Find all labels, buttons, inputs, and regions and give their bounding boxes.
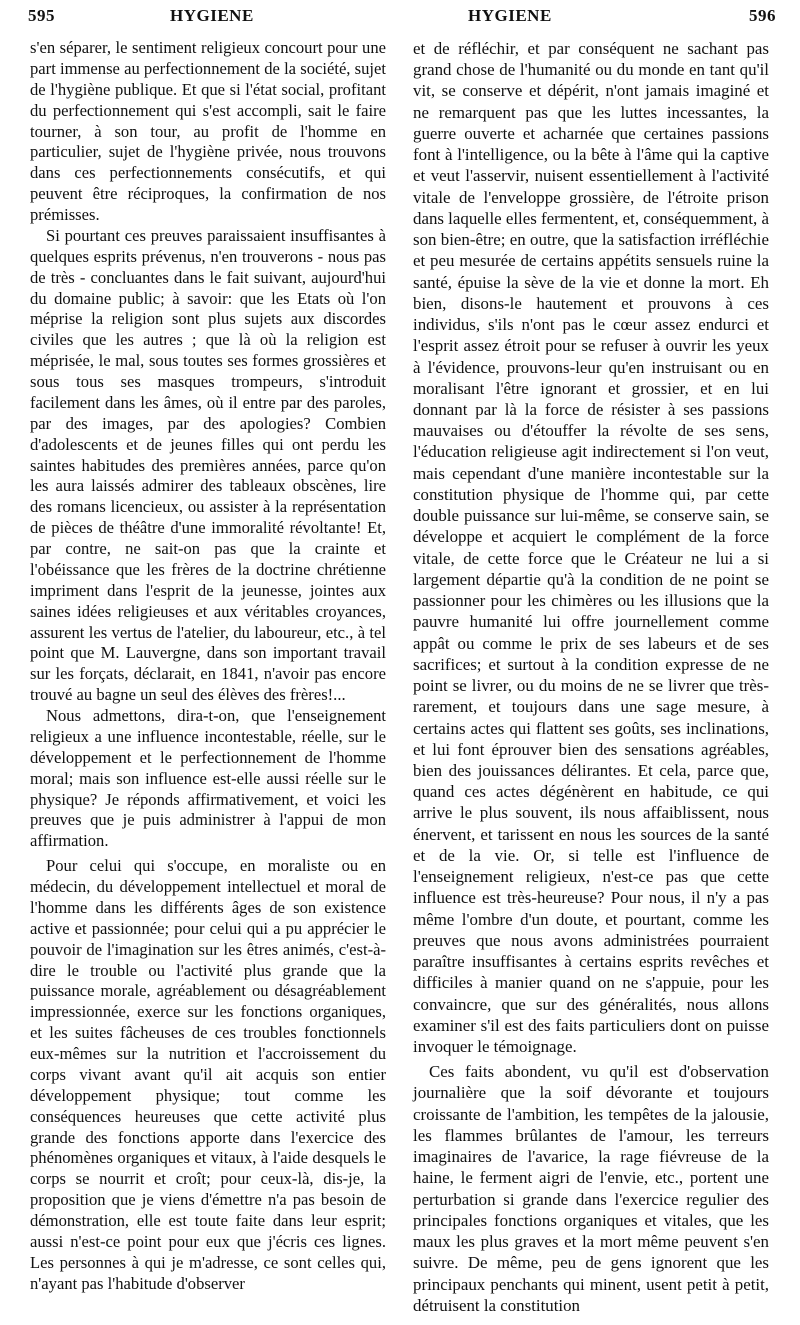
paragraph: Pour celui qui s'occupe, en moraliste ou en médecin, du développement intellectuel et moral de l'homme dans les différents âges de son existence active et passionnée; pour celui qui a pu apprécier le pouvoir de l'imagination sur les êtres animés, c'est-à-dire le trouble ou l'activité plus grande que la puissance morale, agréablement ou désagréablement impressionnée, exerce sur les fonctions organiques, et les suites fâcheuses de ces troubles fonctionnels eux-mêmes sur la nutrition et l'accroissement du corps vivant avant qu'il ait acquis son entier développement physique; tout comme les conséquences heureuses que cette activité plus grande des fonctions apporte dans l'exercice des phénomènes organiques et vitaux, à l'aide desquels le corps se nourrit et croît; pour ceux-là, dis-je, la proposition que je viens d'émettre n'a pas besoin de démonstration, elle est toute faite dans leur esprit; aussi n'est-ce point pour eux que j'écris ces lignes. Les personnes à qui je m'adresse, ce sont celles qui, n'ayant pas l'habitude d'observer bbox=[30, 856, 386, 1293]
left-text-column bbox=[30, 38, 386, 1295]
left-running-title: HYGIENE bbox=[170, 6, 254, 25]
paragraph: Nous admettons, dira-t-on, que l'enseignement religieux a une influence incontestable, réelle, sur le développement et le perfectionnement de l'homme moral; mais son influence est-elle aussi réelle sur le physique? Je réponds affirmativement, et voici les preuves que je puis administrer à l'appui de mon affirmation. bbox=[30, 706, 386, 851]
paragraph: Si pourtant ces preuves paraissaient insuffisantes à quelques esprits prévenus, n'en trouverons - nous pas de très - concluantes dans le fait suivant, aujourd'hui du domaine public; à savoir: que les Etats où l'on méprise la religion sont plus sujets aux discordes civiles que les autres ; que là où la religion est méprisée, le mal, sous toutes ses formes grossières et sous tous ses masques trompeurs, s'introduit facilement dans les âmes, où il entre par des paroles, par des images, par des apologies? Combien d'adolescents et de jeunes filles qui ont perdu les saintes habitudes des premières années, parce qu'on les aura laissés admirer des tableaux obscènes, lire des romans licencieux, ou assister à la représentation de pièces de théâtre d'une immoralité révoltante! Et, par contre, ne sait-on pas que la crainte et l'obéissance que les frères de la doctrine chrétienne impriment dans l'esprit de la jeunesse, jointes aux saines idées religieuses et aux véritables croyances, assurent les vertus de l'atelier, du laboureur, etc., à tel point que M. Lauvergne, dans son important travail sur les forçats, déclarait, en 1841, n'avoir pas encore trouvé au bagne un seul des élèves des frères!... bbox=[30, 225, 386, 705]
paragraph: s'en séparer, le sentiment religieux concourt pour une part immense au perfectionnement de la société, sujet de l'hygiène publique. Et que si l'état social, profitant du perfectionnement qui s'est accompli, sait le faire tourner, à son tour, au profit de l'homme en particulier, sujet de l'hygiène privée, nous trouvons dans ces perfectionnements consécutifs, et qui peuvent être réciproques, la confirmation de nos prémisses. bbox=[30, 38, 386, 224]
right-running-title: HYGIENE bbox=[468, 6, 552, 25]
right-text-column bbox=[413, 38, 769, 1316]
right-page-number: 596 bbox=[749, 6, 776, 25]
left-page-number: 595 bbox=[28, 6, 55, 25]
paragraph: Ces faits abondent, vu qu'il est d'observation journalière que la soif dévorante et toujours croissante de l'ambition, les tempêtes de la jalousie, les flammes brûlantes de l'amour, les terreurs imaginaires de l'avarice, la rage fiévreuse de la haine, le ferment aigri de l'envie, etc., portent une perturbation si grande dans l'exercice regulier des principales fonctions organiques et vitales, que les maux les plus graves et la mort même peuvent s'en suivre. De même, peu de gens ignorent que les principaux penchants qui minent, usent petit à petit, détruisent la constitution bbox=[413, 1062, 769, 1315]
paragraph: et de réfléchir, et par conséquent ne sachant pas grand chose de l'humanité ou du monde en tant qu'il vit, se conserve et dépérit, n'ont jamais imaginé et ne remarquent pas que les luttes incessantes, la guerre ouverte et acharnée que certaines passions font à l'intelligence, ou la bête à l'âme qui la captive et veut l'asservir, nuisent essentiellement à l'activité vitale de l'enveloppe grossière, de l'étroite prison dans laquelle elles fermentent, et, conséquemment, à son bien-être; en outre, que la satisfaction irréfléchie et peu mesurée de certains appétits sensuels ruine la santé, épuise la sève de la vie et donne la mort. Eh bien, disons-le hautement et prouvons à ces individus, s'ils n'ont pas le cœur assez endurci et l'esprit assez étroit pour se refuser à ouvrir les yeux à l'évidence, prouvons-leur qu'en instruisant ou en moralisant l'être ignorant et grossier, et en lui donnant par là la force de résister à ses passions mauvaises ou d'étouffer la révolte de ses sens, l'éducation religieuse agit indirectement si l'on veut, mais cependant d'une manière incontestable sur la constitution physique de l'homme qui, par cette double puissance sur lui-même, se conserve sain, se développe et acquiert le complément de la force vitale, de cette force que le Créateur ne lui a si largement départie qu'à la condition de ne point se passionner pour les chimères ou les illusions que la pauvre humanité lui offre journellement comme appât ou comme le prix de ses labeurs et de ses sacrifices; et surtout à la condition expresse de ne point se livrer, ou du moins de ne se livrer que très-rarement, et toujours dans une sage mesure, à certains actes qui flattent ses goûts, ses inclinations, et lui font éprouver bien des sensations agréables, bien des jouissances délirantes. Et cela, parce que, quand ces actes dégénèrent en habitude, ce qui arrive le plus souvent, ils nous affaiblissent, nous énervent, et tarissent en nous les sources de la santé et de la vie. Or, si telle est l'influence de l'enseignement religieux, n'est-ce pas que cette influence est très-heureuse? Pour nous, il n'y a pas même l'ombre d'un doute, et pourtant, comme les preuves que nous avons administrées pourraient paraître insuffisantes à certains esprits revêches et difficiles à manier quand on ne s'appuie, pour les convaincre, que sur des généralités, nous allons examiner s'il est des faits particuliers dont on puisse invoquer le témoignage. bbox=[413, 39, 769, 1057]
running-header bbox=[28, 6, 776, 34]
